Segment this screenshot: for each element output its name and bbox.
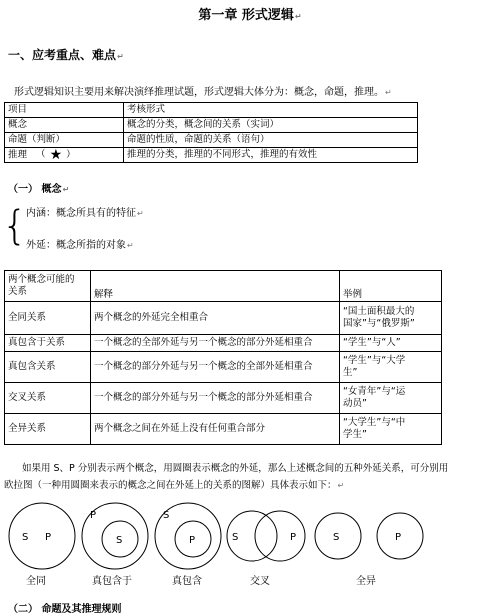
diagram-label: P [395, 532, 402, 543]
diagram-label: S [116, 535, 123, 546]
section-heading: 一、应考重点、难点↵ [8, 48, 124, 62]
table-cell: 命题（判断） [5, 133, 124, 148]
table-row [5, 302, 442, 335]
diagram-label: P [189, 535, 196, 546]
table-cell: “学生”与“人” [340, 335, 442, 352]
euler-diagram-contained-in [82, 503, 148, 569]
diagram-label: P [90, 510, 97, 521]
concept-intension: 内涵：概念所具有的特征↵ [26, 208, 144, 219]
table-header-cell: 考核形式 [124, 103, 418, 118]
diagram-label: S [232, 532, 239, 543]
diagram-caption: 真包含 [172, 576, 202, 587]
table-header-cell: 举例 [340, 271, 442, 302]
table-cell: “女青年”与“运 动员” [340, 383, 442, 414]
table-cell-paren: （ [36, 149, 46, 161]
table-header-cell: 解释 [91, 271, 340, 302]
table-cell: 真包含于关系 [5, 335, 91, 352]
euler-diagram-contains [155, 503, 221, 569]
concept-extension: 外延：概念所指的对象↵ [26, 240, 134, 251]
subheading-concept: （一） 概念↵ [8, 184, 70, 195]
euler-intro-line1: 如果用 S、P 分别表示两个概念，用圆圈表示概念的外延，那么上述概念间的五种外延关系，可分别用 [22, 463, 449, 474]
diagram-caption: 交叉 [250, 576, 270, 587]
assessment-table [4, 102, 418, 163]
table-row [5, 383, 442, 414]
table-cell: “大学生”与“中 学生” [340, 414, 442, 445]
star-icon: ★ [49, 146, 63, 163]
table-cell: 两个概念的外延完全相重合 [91, 302, 340, 335]
table-row [5, 352, 442, 383]
diagram-label: S [22, 532, 29, 543]
table-header-cell: 两个概念可能的 关系 [5, 271, 91, 302]
euler-diagram-disjoint [315, 513, 423, 559]
euler-intro-line2: 欧拉图（一种用圆圈来表示的概念之间在外延上的关系的图解）具体表示如下：↵ [4, 480, 345, 491]
table-row [5, 335, 442, 352]
diagram-caption: 全同 [26, 576, 46, 587]
table-cell-paren: ） [66, 149, 76, 161]
table-row [5, 148, 418, 163]
table-cell: 真包含关系 [5, 352, 91, 383]
diagram-label: P [290, 532, 297, 543]
euler-diagram-identity [9, 503, 75, 569]
page-title: 第一章 形式逻辑↵ [198, 8, 302, 23]
table-cell: 一个概念的部分外延与另一个概念的部分外延相重合 [91, 383, 340, 414]
table-header-row [5, 271, 442, 302]
table-header-cell: 项目 [5, 103, 124, 118]
table-cell: 全异关系 [5, 414, 91, 445]
table-row [5, 414, 442, 445]
table-cell: 概念的分类，概念间的关系（实词） [124, 118, 418, 133]
table-cell [5, 148, 124, 163]
table-cell: 全同关系 [5, 302, 91, 335]
table-header-row [5, 103, 418, 118]
diagram-label: S [163, 510, 170, 521]
table-cell: “国土面积最大的 国家”与“俄罗斯” [340, 302, 442, 335]
relations-table [4, 270, 442, 445]
table-cell: 一个概念的全部外延与另一个概念的部分外延相重合 [91, 335, 340, 352]
diagram-label: P [45, 532, 52, 543]
brace-icon: { [2, 203, 28, 249]
table-cell-label: 推理 [8, 149, 28, 161]
diagram-label: S [333, 532, 340, 543]
table-row [5, 118, 418, 133]
subheading-propositions: （二） 命题及其推理规则 [8, 604, 122, 615]
table-cell: “学生”与“大学 生” [340, 352, 442, 383]
table-cell: 交叉关系 [5, 383, 91, 414]
table-cell: 两个概念之间在外延上没有任何重合部分 [91, 414, 340, 445]
table-row [5, 133, 418, 148]
table-cell: 一个概念的部分外延与另一个概念的全部外延相重合 [91, 352, 340, 383]
diagram-caption: 全异 [356, 576, 376, 587]
euler-diagram-overlap [227, 511, 305, 561]
intro-paragraph: 形式逻辑知识主要用来解决演绎推理试题，形式逻辑大体分为：概念，命题，推理。↵ [14, 87, 392, 98]
diagram-caption: 真包含于 [92, 576, 132, 587]
table-cell: 推理的分类，推理的不同形式，推理的有效性 [124, 148, 418, 163]
table-cell: 命题的性质，命题的关系（语句） [124, 133, 418, 148]
euler-diagrams [0, 494, 500, 594]
table-cell: 概念 [5, 118, 124, 133]
